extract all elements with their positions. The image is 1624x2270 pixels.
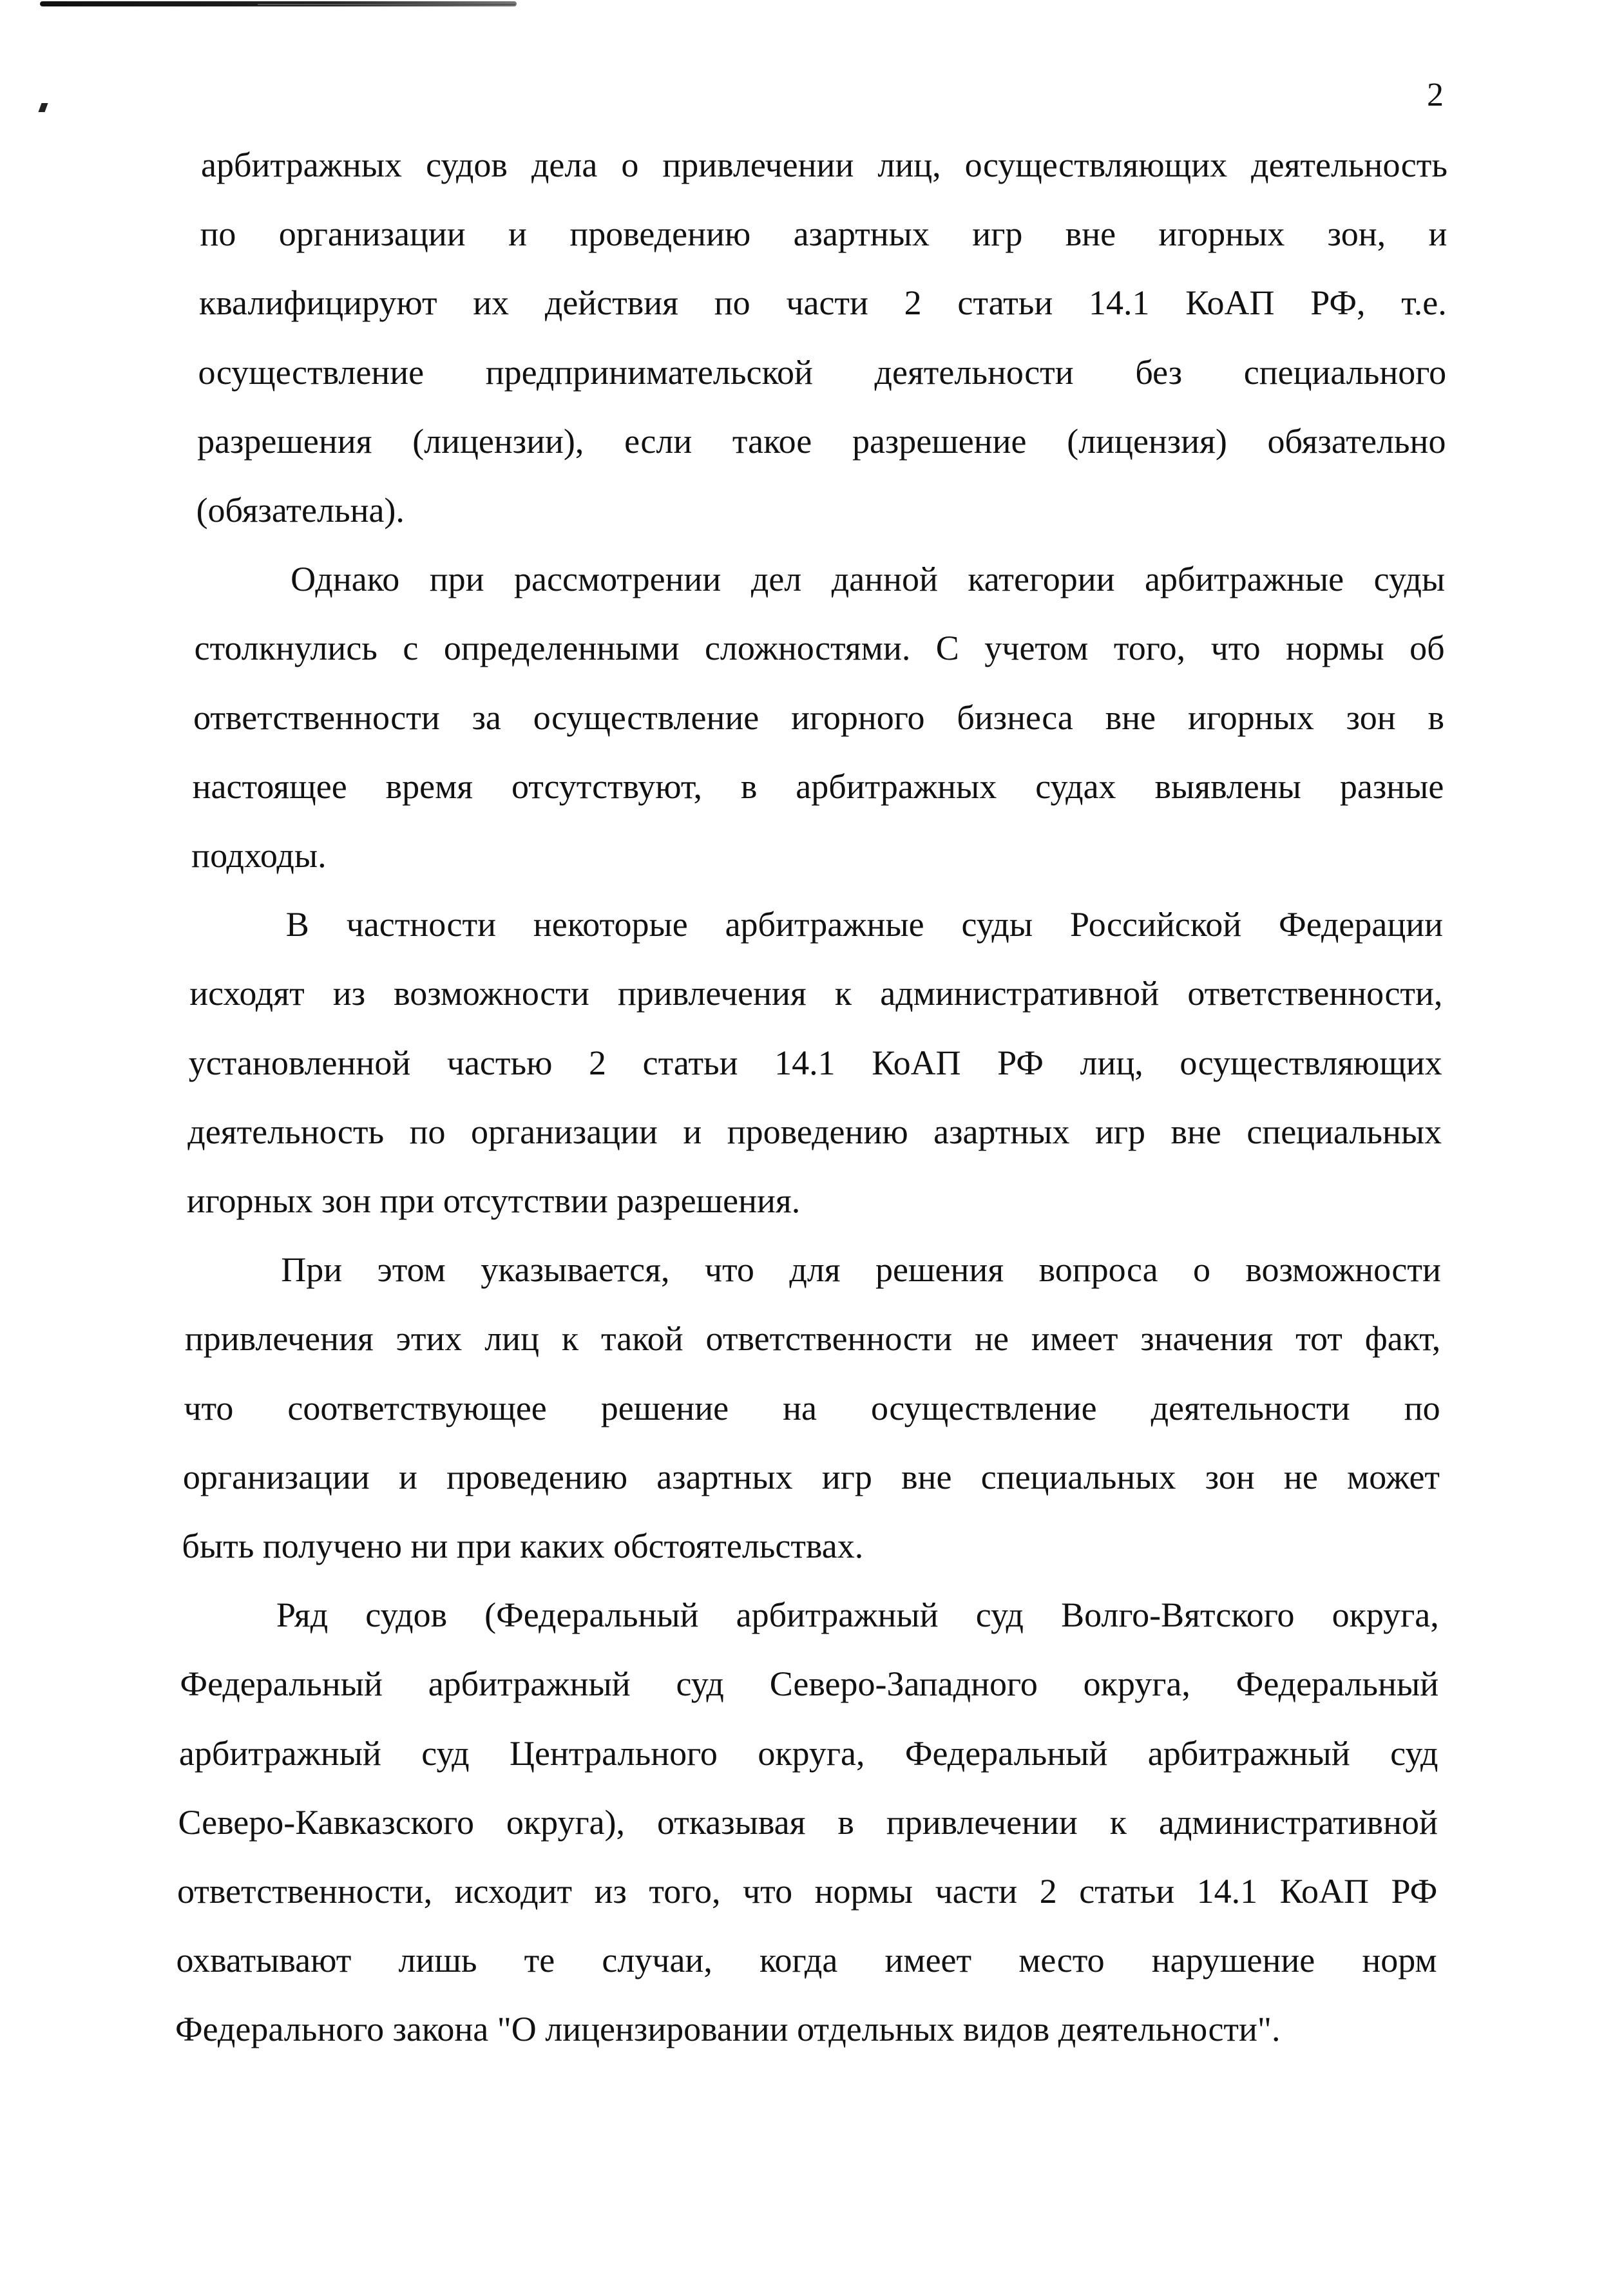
text-line: Ряд судов (Федеральный арбитражный суд Волго-Вятского округа, [276,1596,1439,1635]
text-line: ответственности, исходит из того, что нормы части 2 статьи 14.1 КоАП РФ [177,1872,1438,1911]
text-line: по организации и проведению азартных игр вне игорных зон, и [200,215,1447,254]
scan-artifact-mark [38,103,48,112]
text-line: охватывают лишь те случаи, когда имеет место нарушение норм [176,1941,1437,1980]
text-line: разрешения (лицензии), если такое разрешение (лицензия) обязательно [197,421,1446,461]
text-line: столкнулись с определенными сложностями. С учетом того, что нормы об [194,629,1445,668]
text-line: установленной частью 2 статьи 14.1 КоАП РФ лиц, осуществляющих [188,1043,1442,1082]
text-line: организации и проведению азартных игр вне специальных зон не может [182,1457,1440,1496]
text-line: арбитражных судов дела о привлечении лиц, осуществляющих деятельность [201,146,1447,184]
text-line: При этом указывается, что для решения вопроса о возможности [281,1250,1441,1290]
text-line: подходы. [191,836,327,875]
text-line: В частности некоторые арбитражные суды Российской Федерации [285,905,1444,944]
text-line: квалифицируют их действия по части 2 статьи 14.1 КоАП РФ, т.е. [199,283,1447,323]
text-line: игорных зон при отсутствии разрешения. [186,1181,801,1220]
text-line: ответственности за осуществление игорного бизнеса вне игорных зон в [193,698,1444,737]
text-line: исходят из возможности привлечения к административной ответственности, [189,974,1443,1013]
text-line: что соответствующее решение на осуществление деятельности по [184,1388,1440,1427]
page-number: 2 [1427,77,1444,113]
text-line: Федеральный арбитражный суд Северо-Западного округа, Федеральный [180,1664,1439,1704]
text-line: деятельность по организации и проведению азартных игр вне специальных [187,1112,1442,1151]
text-line: (обязательна). [196,491,405,529]
text-line: Федерального закона "О лицензировании отдельных видов деятельности". [175,2010,1281,2049]
text-line: настоящее время отсутствуют, в арбитражных судах выявлены разные [192,767,1444,806]
text-line: осуществление предпринимательской деятельности без специального [198,352,1447,392]
text-line: арбитражный суд Центрального округа, Федеральный арбитражный суд [178,1733,1438,1773]
text-line: Северо-Кавказского округа), отказывая в привлечении к административной [178,1802,1438,1842]
text-line: привлечения этих лиц к такой ответственности не имеет значения тот факт, [184,1319,1441,1359]
text-line: быть получено ни при каких обстоятельствах. [182,1527,864,1565]
text-line: Однако при рассмотрении дел данной категории арбитражные суды [291,560,1446,599]
scan-artifact-line [258,4,515,5]
